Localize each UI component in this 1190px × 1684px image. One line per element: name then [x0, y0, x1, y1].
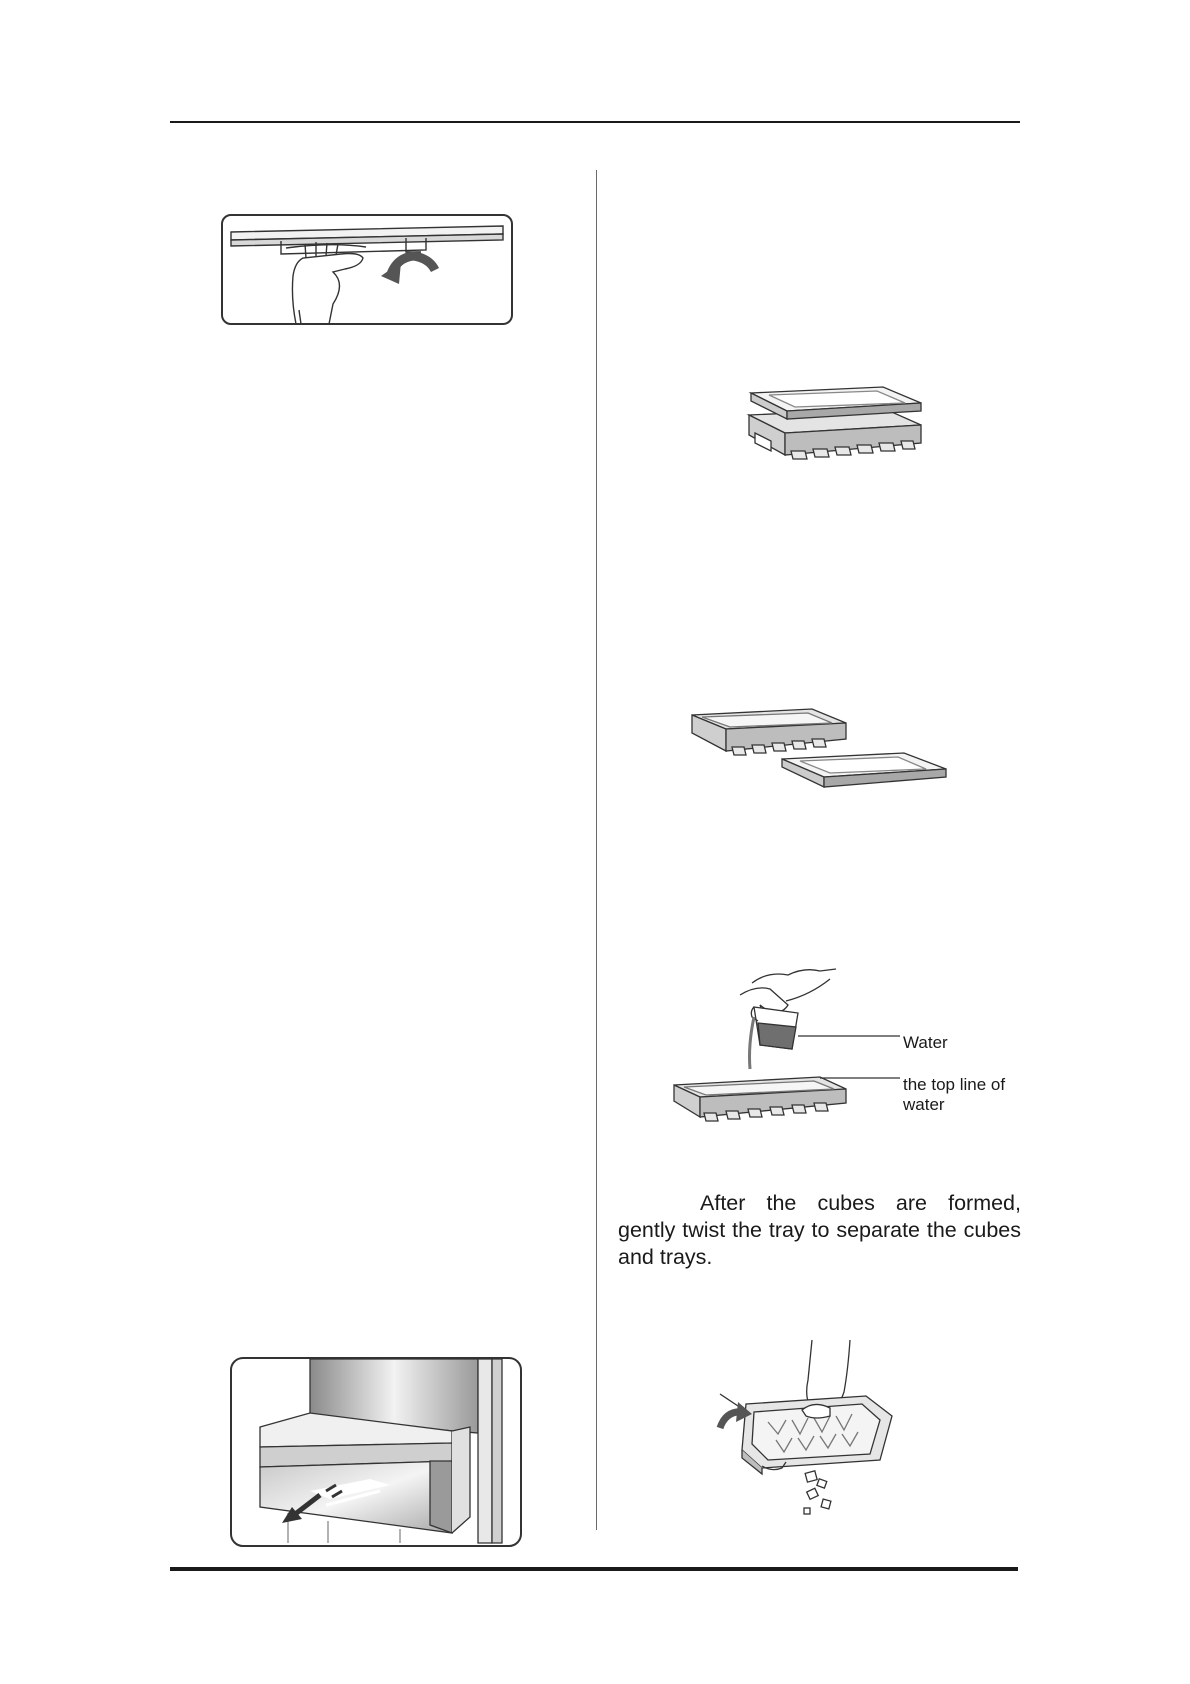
water-label: Water [903, 1033, 948, 1052]
header-rule [170, 121, 1020, 123]
footer-rule [170, 1567, 1018, 1571]
ice-tray-with-lid-illustration [745, 375, 925, 463]
pouring-water-illustration [670, 965, 902, 1130]
twisting-tray-illustration [712, 1340, 894, 1516]
tray-and-lid-separated-illustration [688, 697, 950, 797]
twist-tray-caption [618, 1190, 1021, 1271]
top-line-of-water-label: the top line of water [903, 1075, 1006, 1114]
caption-text: After the cubes are formed, gently twist the tray to separate the cubes and trays. [618, 1191, 1021, 1269]
shelf-hand-illustration [221, 214, 513, 325]
column-divider [596, 170, 597, 1530]
freezer-drawer-illustration [230, 1357, 522, 1547]
